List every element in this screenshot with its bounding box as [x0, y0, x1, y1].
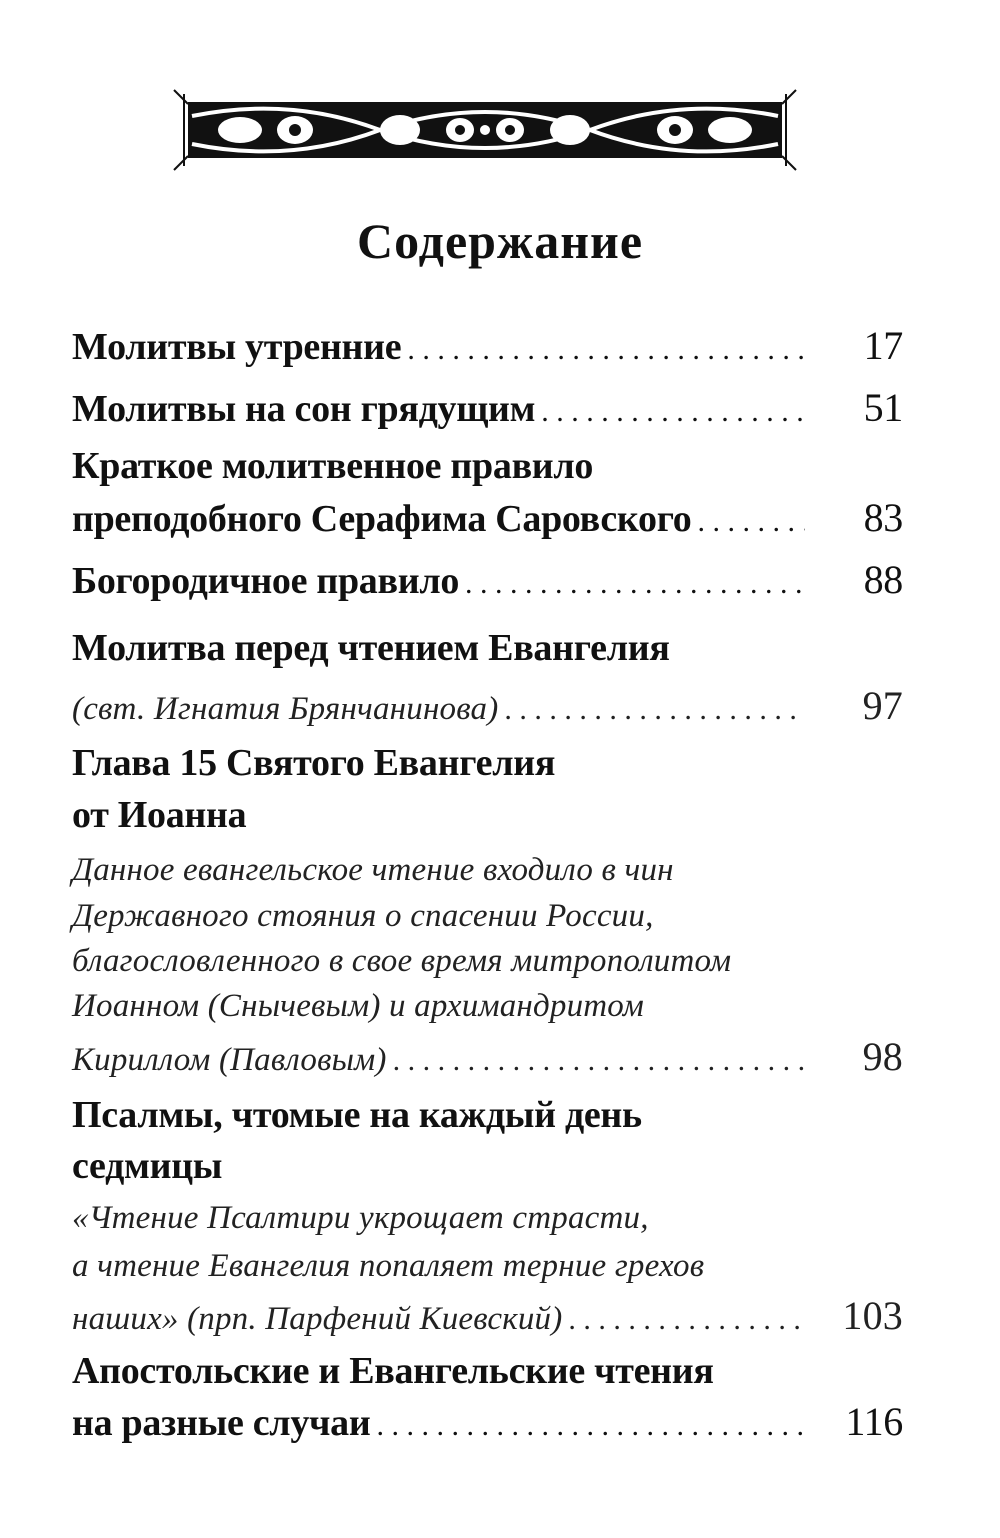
entry-title: Апостольские и Евангельские чтения [72, 1350, 714, 1392]
ornament-border [170, 86, 800, 174]
entry-title: седмицы [72, 1145, 223, 1187]
dot-leader [504, 693, 805, 727]
page-number: 88 [863, 557, 903, 602]
entry-note: Иоанном (Снычевым) и архимандритом [72, 988, 645, 1024]
entry-title: преподобного Серафима Саровского [72, 498, 692, 540]
entry-title: Молитва перед чтением Евангелия [72, 627, 670, 669]
page-number: 116 [845, 1399, 903, 1444]
entry-note: благословленного в свое время митрополитом [72, 943, 732, 979]
dot-leader [376, 1409, 805, 1443]
page-number: 98 [862, 1034, 903, 1079]
entry-title: Молитвы на сон грядущим [72, 388, 536, 430]
entry-title: на разные случаи [72, 1402, 371, 1444]
dot-leader [407, 333, 805, 367]
entry-note: а чтение Евангелия попаляет терние грехов [72, 1248, 705, 1284]
page-title: Содержание [356, 213, 644, 269]
entry-title: Молитвы утренние [72, 326, 402, 368]
dot-leader [541, 395, 805, 429]
entry-note: Державного стояния о спасении России, [72, 898, 654, 934]
dot-leader [697, 505, 805, 539]
page-number: 83 [863, 495, 903, 540]
entry-title: Краткое молитвенное правило [72, 445, 594, 487]
page-number: 103 [842, 1293, 903, 1338]
dot-leader [393, 1044, 805, 1078]
entry-note: Кириллом (Павловым) [72, 1042, 387, 1078]
entry-title: Глава 15 Святого Евангелия [72, 742, 556, 784]
page-number: 51 [863, 385, 903, 430]
dot-leader [465, 567, 805, 601]
entry-note: Данное евангельское чтение входило в чин [72, 852, 674, 888]
entry-note: (свт. Игнатия Брянчанинова) [72, 691, 499, 727]
dot-leader [568, 1303, 805, 1337]
entry-title: Богородичное правило [72, 560, 460, 602]
entry-title: Псалмы, чтомые на каждый день [72, 1094, 642, 1136]
entry-note: наших» (прп. Парфений Киевский) [72, 1301, 563, 1337]
entry-title: от Иоанна [72, 794, 247, 836]
entry-note: «Чтение Псалтири укрощает страсти, [72, 1200, 649, 1236]
page-number: 97 [862, 683, 903, 728]
page-number: 17 [863, 323, 903, 368]
